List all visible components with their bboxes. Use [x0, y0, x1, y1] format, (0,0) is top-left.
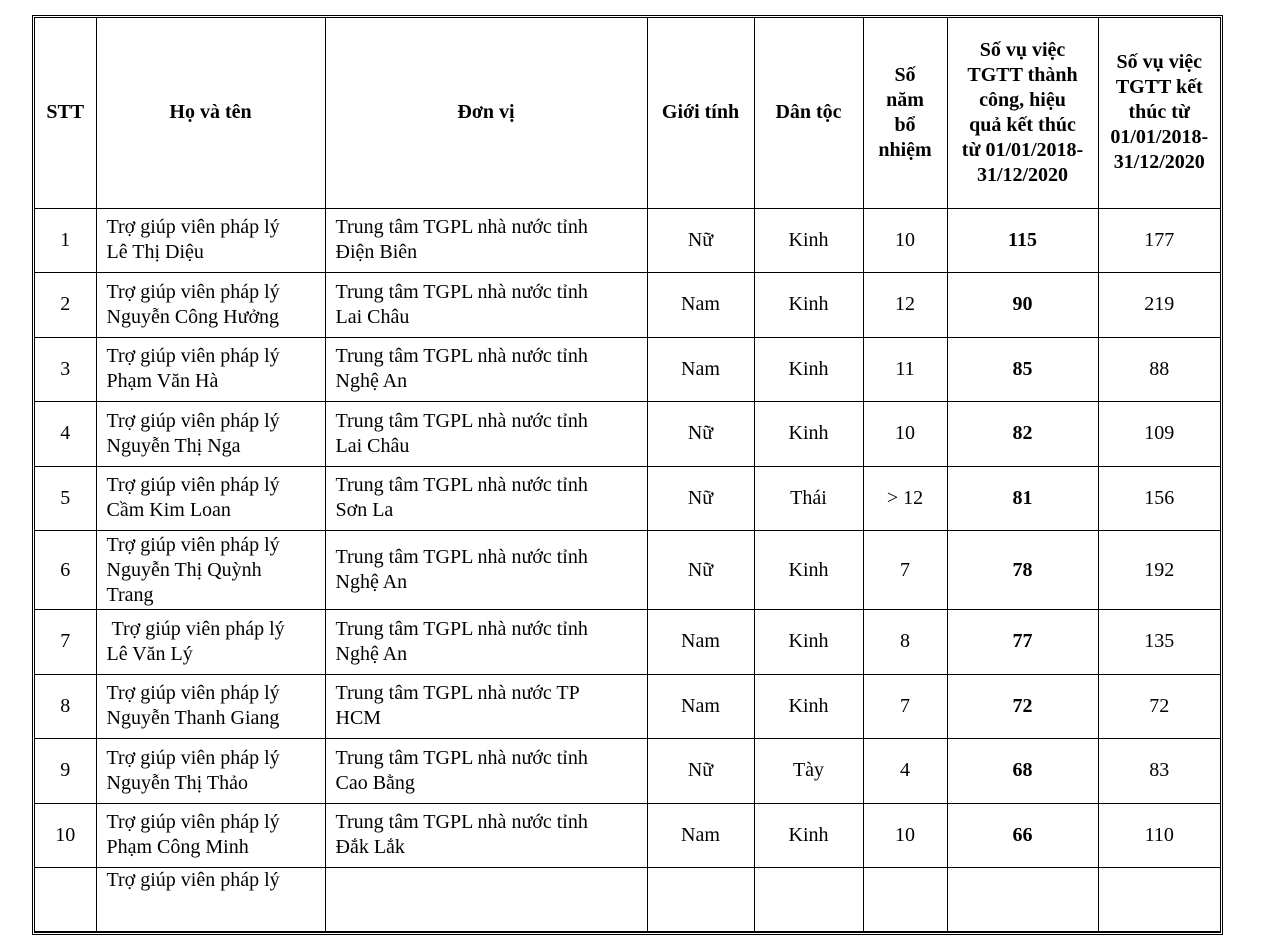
- cell-ethnicity: Kinh: [754, 402, 863, 467]
- cell-successful-cases: 66: [947, 803, 1098, 868]
- name-line: Trợ giúp viên pháp lý: [106, 280, 280, 303]
- column-header-closed-cases: [1098, 18, 1220, 208]
- name-line: Phạm Công Minh: [106, 836, 249, 859]
- header-line: TGTT kết: [1115, 76, 1203, 99]
- name-line: Trợ giúp viên pháp lý: [106, 409, 280, 432]
- unit-line: Trung tâm TGPL nhà nước tỉnh: [335, 546, 588, 568]
- legal-aid-ranking-table: [35, 18, 1220, 932]
- name-line: Trợ giúp viên pháp lý: [106, 474, 280, 497]
- name-line: Nguyễn Thị Quỳnh: [106, 558, 262, 581]
- cell-years: > 12: [863, 466, 947, 531]
- table-row: [35, 208, 1220, 273]
- unit-line: Cao Bằng: [335, 771, 415, 794]
- cell-ethnicity: Kinh: [754, 208, 863, 273]
- cell-gender: Nam: [647, 803, 754, 868]
- column-header-gender: [647, 18, 754, 208]
- table-row: [35, 337, 1220, 402]
- cell-years: 12: [863, 273, 947, 338]
- header-line: Số: [894, 63, 916, 86]
- cell-years: 10: [863, 208, 947, 273]
- cell-unit: [325, 531, 647, 610]
- unit-line: Trung tâm TGPL nhà nước tỉnh: [335, 811, 588, 834]
- cell-name: [96, 739, 325, 804]
- unit-line: Trung tâm TGPL nhà nước tỉnh: [335, 474, 588, 497]
- cell-successful-cases: 90: [947, 273, 1098, 338]
- cell-gender: Nam: [647, 674, 754, 739]
- cell-successful-cases: 82: [947, 402, 1098, 467]
- name-line: Cầm Kim Loan: [106, 499, 231, 522]
- header-line: 31/12/2020: [1113, 151, 1205, 174]
- cell-years: 4: [863, 739, 947, 804]
- cell-gender: Nam: [647, 337, 754, 402]
- unit-line: Nghệ An: [335, 642, 408, 665]
- cell-ethnicity: Tày: [754, 739, 863, 804]
- cell-years: 10: [863, 402, 947, 467]
- cell-stt: 5: [35, 466, 96, 531]
- cell-ethnicity: Kinh: [754, 674, 863, 739]
- table-row: [35, 674, 1220, 739]
- cell-name: [96, 674, 325, 739]
- unit-line: Lai Châu: [335, 305, 410, 328]
- header-line: năm: [886, 88, 924, 111]
- cell-successful-cases: 81: [947, 466, 1098, 531]
- header-line: từ 01/01/2018-: [961, 138, 1084, 161]
- name-line: Trợ giúp viên pháp lý: [106, 811, 280, 834]
- header-line: Họ và tên: [169, 101, 252, 124]
- unit-line: Trung tâm TGPL nhà nước TP: [335, 682, 580, 705]
- cell-gender: Nữ: [647, 466, 754, 531]
- cell-stt: 1: [35, 208, 96, 273]
- cell-unit: [325, 674, 647, 739]
- name-line: Lê Thị Diệu: [106, 241, 204, 264]
- table-row: [35, 610, 1220, 675]
- name-line: Phạm Văn Hà: [106, 370, 219, 393]
- cell-unit: [325, 208, 647, 273]
- unit-line: Trung tâm TGPL nhà nước tỉnh: [335, 617, 588, 640]
- name-line: Trang: [106, 583, 154, 606]
- cell-stt: 10: [35, 803, 96, 868]
- cell-ethnicity: Thái: [754, 466, 863, 531]
- header-line: STT: [46, 101, 85, 124]
- table-row: [35, 739, 1220, 804]
- header-line: thúc từ: [1128, 101, 1190, 124]
- column-header-years: [863, 18, 947, 208]
- cell-gender: Nữ: [647, 531, 754, 610]
- cell-years: 7: [863, 674, 947, 739]
- cell-successful-cases: 78: [947, 531, 1098, 610]
- name-line: Trợ giúp viên pháp lý: [106, 216, 280, 239]
- cell-ethnicity: Kinh: [754, 803, 863, 868]
- column-header-ethnicity: [754, 18, 863, 208]
- cell-name: [96, 610, 325, 675]
- header-line: công, hiệu: [979, 88, 1066, 111]
- header-line: quả kết thúc: [969, 113, 1076, 136]
- cell-unit: [325, 466, 647, 531]
- unit-line: Nghệ An: [335, 370, 408, 393]
- cell-stt: 8: [35, 674, 96, 739]
- cell-unit: [325, 739, 647, 804]
- cell-ethnicity: Kinh: [754, 273, 863, 338]
- column-header-successful-cases: [947, 18, 1098, 208]
- header-line: Giới tính: [661, 101, 740, 124]
- header-line: Số vụ việc: [1116, 51, 1203, 74]
- unit-line: Điện Biên: [335, 241, 418, 264]
- unit-line: Trung tâm TGPL nhà nước tỉnh: [335, 216, 588, 239]
- cell-partial: [325, 868, 647, 932]
- cell-name: [96, 402, 325, 467]
- table-row: [35, 402, 1220, 467]
- unit-line: Nghệ An: [335, 571, 408, 593]
- unit-line: Trung tâm TGPL nhà nước tỉnh: [335, 746, 588, 769]
- cell-stt: 3: [35, 337, 96, 402]
- table-row: [35, 531, 1220, 610]
- cell-name: [96, 803, 325, 868]
- table-row-partial: [35, 868, 1220, 932]
- table-row: [35, 803, 1220, 868]
- name-line: Trợ giúp viên pháp lý: [106, 746, 280, 769]
- cell-name: [96, 466, 325, 531]
- cell-partial: [96, 868, 325, 932]
- cell-closed-cases: 88: [1098, 337, 1220, 402]
- header-line: 01/01/2018-: [1110, 126, 1209, 149]
- cell-years: 7: [863, 531, 947, 610]
- cell-closed-cases: 72: [1098, 674, 1220, 739]
- cell-ethnicity: Kinh: [754, 531, 863, 610]
- name-line: Nguyễn Thị Thảo: [106, 771, 248, 794]
- cell-partial: [1098, 868, 1220, 932]
- name-line: Nguyễn Thị Nga: [106, 434, 241, 457]
- cell-successful-cases: 72: [947, 674, 1098, 739]
- name-line: Nguyễn Thanh Giang: [106, 707, 280, 730]
- name-line: Trợ giúp viên pháp lý: [106, 869, 280, 891]
- table-body: [35, 208, 1220, 932]
- cell-name: [96, 273, 325, 338]
- name-line: Trợ giúp viên pháp lý: [106, 345, 280, 368]
- cell-successful-cases: 115: [947, 208, 1098, 273]
- cell-years: 11: [863, 337, 947, 402]
- column-header-unit: [325, 18, 647, 208]
- unit-line: Sơn La: [335, 499, 394, 522]
- legal-aid-ranking-table-frame: [32, 15, 1223, 935]
- cell-stt: 6: [35, 531, 96, 610]
- cell-gender: Nam: [647, 610, 754, 675]
- cell-gender: Nữ: [647, 402, 754, 467]
- cell-closed-cases: 110: [1098, 803, 1220, 868]
- name-line: Trợ giúp viên pháp lý: [106, 533, 280, 556]
- cell-unit: [325, 610, 647, 675]
- unit-line: Đắk Lắk: [335, 836, 405, 859]
- cell-gender: Nữ: [647, 739, 754, 804]
- cell-unit: [325, 273, 647, 338]
- column-header-name: [96, 18, 325, 208]
- name-line: Nguyễn Công Hưởng: [106, 305, 280, 328]
- cell-partial: [35, 868, 96, 932]
- table-row: [35, 466, 1220, 531]
- cell-unit: [325, 337, 647, 402]
- cell-stt: 7: [35, 610, 96, 675]
- cell-name: [96, 531, 325, 610]
- name-line: Trợ giúp viên pháp lý: [111, 617, 285, 640]
- header-line: bổ: [894, 113, 916, 136]
- cell-unit: [325, 803, 647, 868]
- cell-successful-cases: 68: [947, 739, 1098, 804]
- cell-unit: [325, 402, 647, 467]
- cell-closed-cases: 135: [1098, 610, 1220, 675]
- cell-ethnicity: Kinh: [754, 610, 863, 675]
- column-header-stt: [35, 18, 96, 208]
- cell-partial: [647, 868, 754, 932]
- cell-partial: [863, 868, 947, 932]
- cell-years: 8: [863, 610, 947, 675]
- cell-name: [96, 208, 325, 273]
- table-header-row: [35, 18, 1220, 208]
- cell-partial: [754, 868, 863, 932]
- cell-closed-cases: 219: [1098, 273, 1220, 338]
- cell-successful-cases: 77: [947, 610, 1098, 675]
- cell-closed-cases: 83: [1098, 739, 1220, 804]
- cell-stt: 4: [35, 402, 96, 467]
- cell-gender: Nữ: [647, 208, 754, 273]
- header-line: Số vụ việc: [979, 38, 1066, 61]
- header-line: Đơn vị: [457, 101, 515, 124]
- unit-line: HCM: [335, 707, 382, 730]
- unit-line: Lai Châu: [335, 434, 410, 457]
- cell-gender: Nam: [647, 273, 754, 338]
- cell-closed-cases: 192: [1098, 531, 1220, 610]
- header-line: Dân tộc: [775, 101, 842, 124]
- cell-stt: 9: [35, 739, 96, 804]
- cell-closed-cases: 177: [1098, 208, 1220, 273]
- cell-stt: 2: [35, 273, 96, 338]
- cell-successful-cases: 85: [947, 337, 1098, 402]
- cell-ethnicity: Kinh: [754, 337, 863, 402]
- header-line: TGTT thành: [967, 63, 1078, 86]
- unit-line: Trung tâm TGPL nhà nước tỉnh: [335, 409, 588, 432]
- header-line: 31/12/2020: [976, 163, 1069, 186]
- name-line: Trợ giúp viên pháp lý: [106, 682, 280, 705]
- cell-closed-cases: 109: [1098, 402, 1220, 467]
- header-line: nhiệm: [878, 138, 932, 161]
- unit-line: Trung tâm TGPL nhà nước tỉnh: [335, 280, 588, 303]
- cell-name: [96, 337, 325, 402]
- unit-line: Trung tâm TGPL nhà nước tỉnh: [335, 345, 588, 368]
- name-line: Lê Văn Lý: [106, 642, 193, 665]
- cell-closed-cases: 156: [1098, 466, 1220, 531]
- table-row: [35, 273, 1220, 338]
- cell-partial: [947, 868, 1098, 932]
- cell-years: 10: [863, 803, 947, 868]
